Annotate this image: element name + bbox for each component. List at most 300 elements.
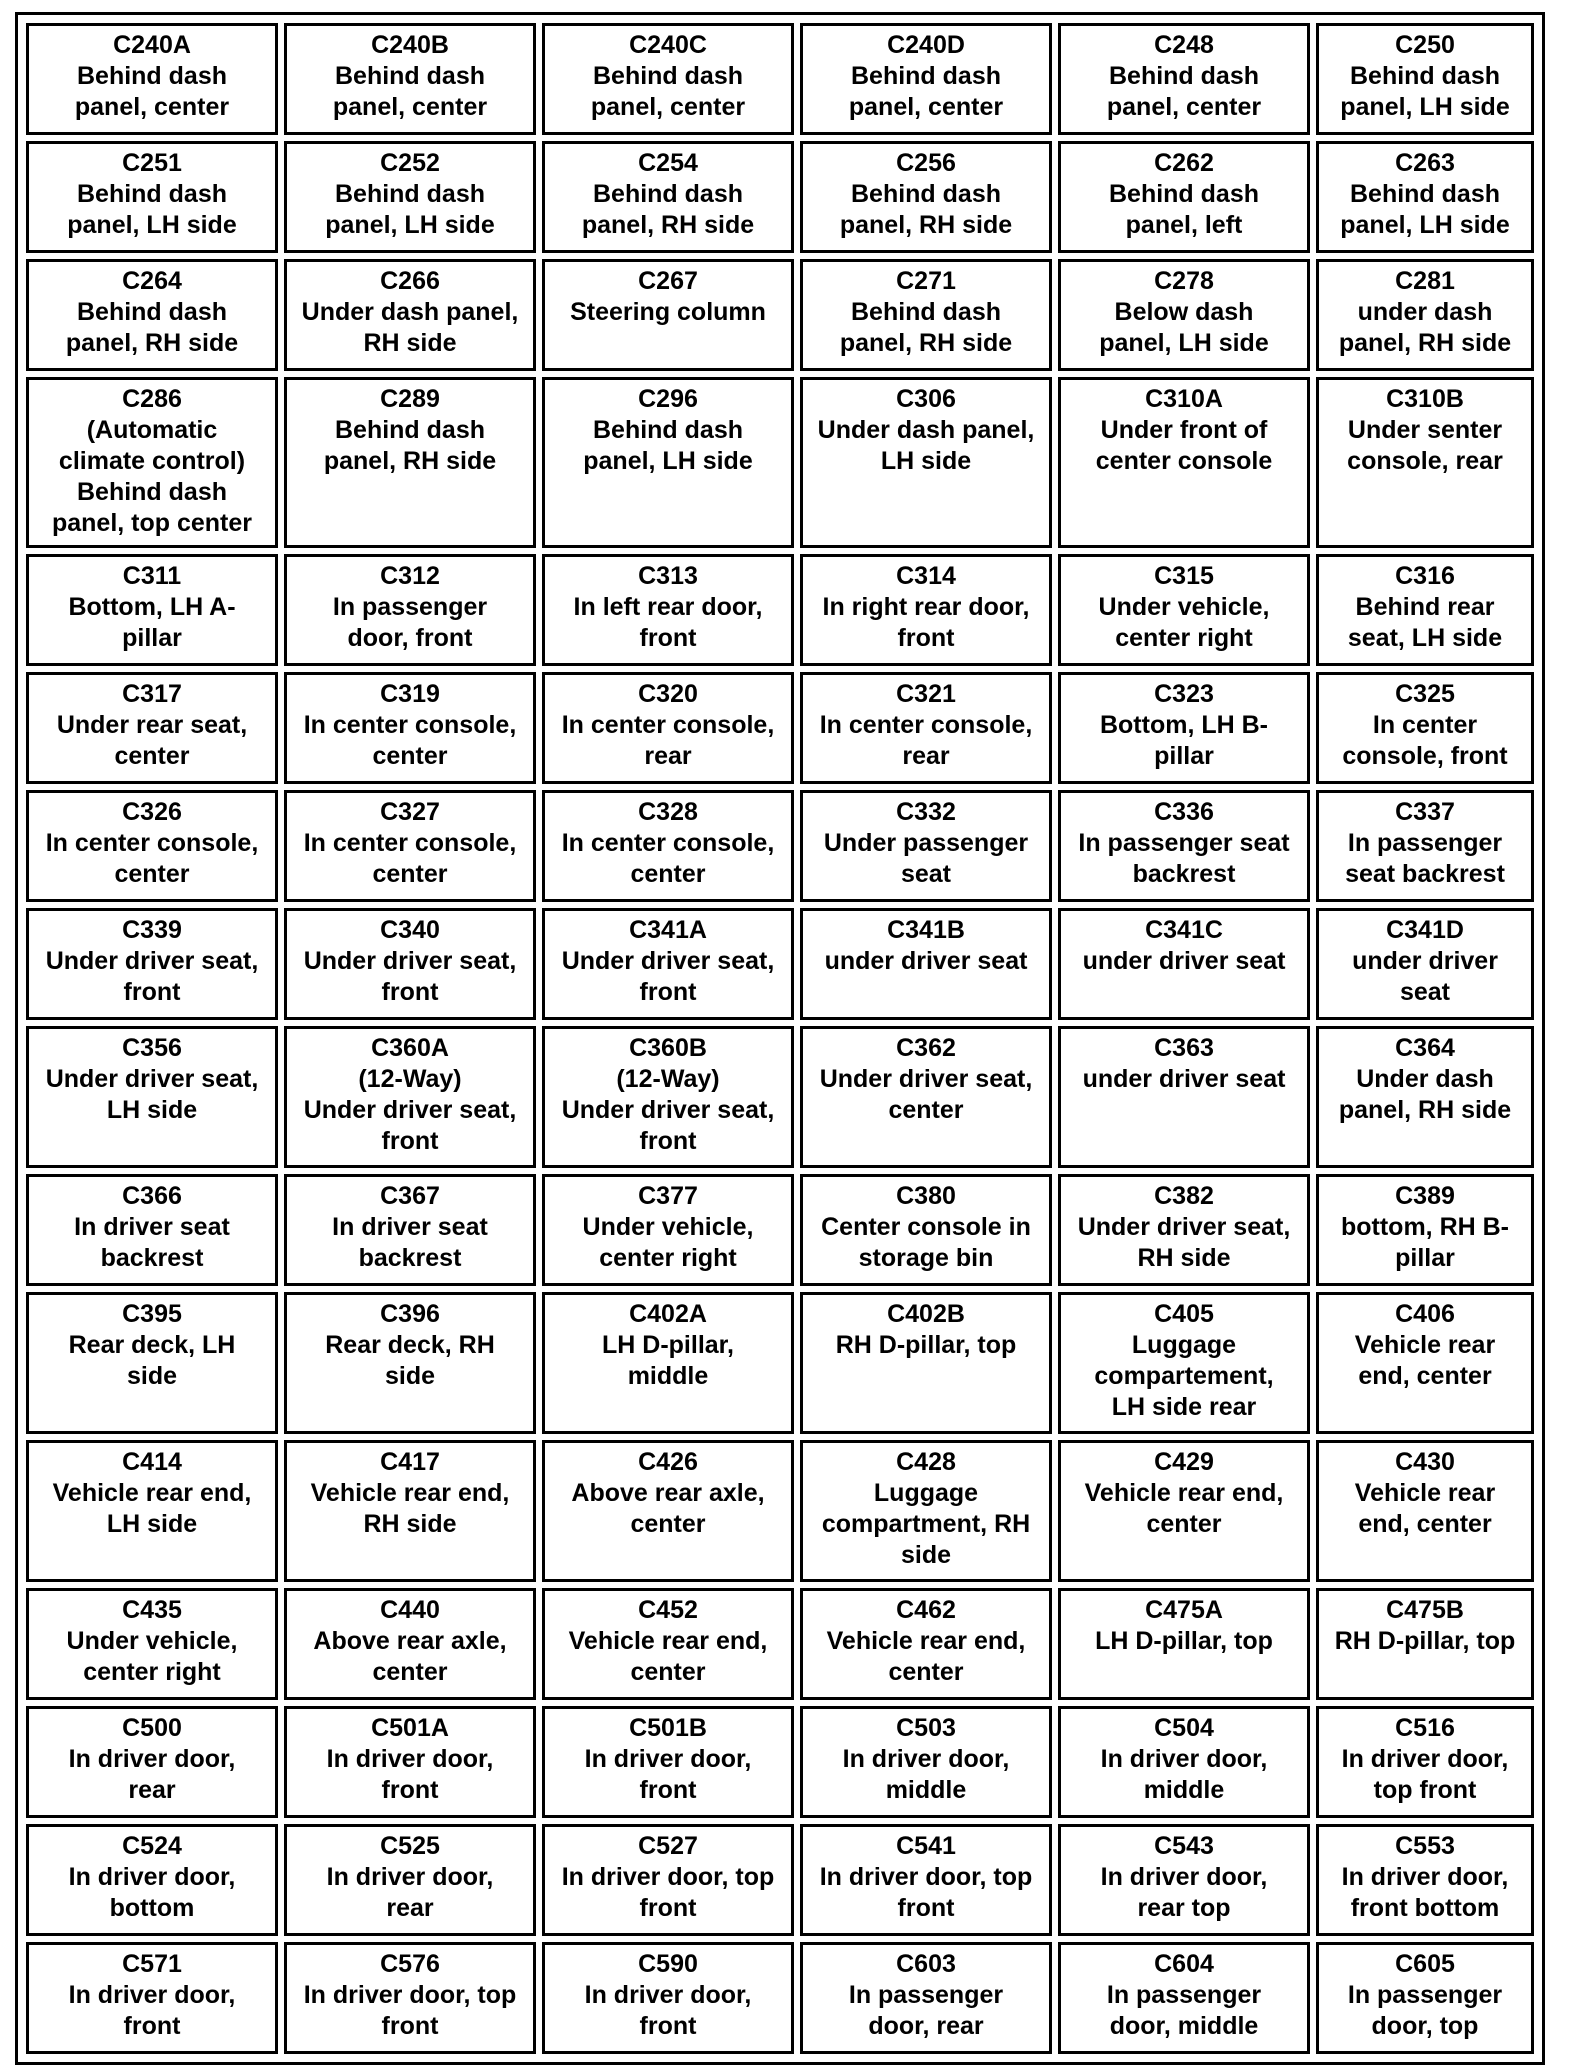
connector-cell [284, 1026, 536, 1168]
connector-cell [1316, 23, 1534, 135]
connector-cell [800, 1824, 1052, 1936]
connector-cell [26, 554, 278, 666]
connector-id: C503 [896, 1714, 956, 1742]
connector-location-line: Behind dash [1108, 180, 1259, 208]
connector-location-line: center right [1115, 624, 1253, 652]
connector-id: C543 [1154, 1832, 1214, 1860]
connector-location-line: pillar [122, 624, 182, 652]
connector-location-line: panel, center [1106, 93, 1262, 121]
connector-location-line: panel, RH side [1338, 329, 1512, 357]
connector-location-line: panel, RH side [839, 211, 1013, 239]
connector-id: C590 [638, 1950, 698, 1978]
connector-location-line: panel, center [332, 93, 488, 121]
connector-id: C312 [380, 562, 440, 590]
connector-cell [26, 1026, 278, 1168]
connector-location-line: center [372, 1658, 448, 1686]
connector-location-line: Under dash [1356, 1065, 1494, 1093]
connector-id: C278 [1154, 267, 1214, 295]
connector-cell [26, 1942, 278, 2054]
connector-id: C553 [1395, 1832, 1455, 1860]
connector-id: C311 [122, 562, 182, 590]
connector-cell [800, 672, 1052, 784]
connector-cell [26, 259, 278, 371]
connector-location-line: console, rear [1347, 447, 1503, 475]
connector-cell [1058, 1440, 1310, 1582]
connector-cell [284, 1942, 536, 2054]
table-row [26, 1706, 1534, 1818]
connector-location-line: In passenger [848, 1981, 1004, 2009]
connector-location-line: In right rear door, [822, 593, 1030, 621]
connector-cell [1058, 1292, 1310, 1434]
connector-location-line: Behind dash [592, 62, 743, 90]
connector-id: C362 [896, 1034, 956, 1062]
connector-id: C516 [1395, 1714, 1455, 1742]
connector-cell [542, 1824, 794, 1936]
connector-location-line: seat [900, 860, 952, 888]
table-row [26, 672, 1534, 784]
connector-id: C604 [1154, 1950, 1214, 1978]
connector-location-line: under dash [1357, 298, 1493, 326]
connector-location-line: In passenger [1347, 1981, 1503, 2009]
connector-location-line: LH side [106, 1510, 198, 1538]
connector-cell [1058, 141, 1310, 253]
connector-cell [26, 672, 278, 784]
connector-location-line: panel, LH side [325, 211, 495, 239]
connector-id: C382 [1154, 1182, 1214, 1210]
connector-id: C603 [896, 1950, 956, 1978]
connector-id: C406 [1395, 1300, 1455, 1328]
connector-id: C262 [1154, 149, 1214, 177]
connector-cell [542, 790, 794, 902]
connector-location-line: center [114, 860, 190, 888]
connector-location-line: Bottom, LH A- [68, 593, 236, 621]
connector-location-line: Under driver seat, [45, 947, 259, 975]
connector-location-line: panel, RH side [323, 447, 497, 475]
connector-id: C414 [122, 1448, 182, 1476]
connector-location-line: pillar [1154, 742, 1214, 770]
connector-cell [542, 1706, 794, 1818]
connector-cell [1058, 1824, 1310, 1936]
connector-location-line: backrest [100, 1244, 204, 1272]
connector-location-line: panel, center [74, 93, 230, 121]
connector-location-line: front [381, 978, 439, 1006]
connector-location-line: Under vehicle, [582, 1213, 754, 1241]
connector-location-line: backrest [1132, 860, 1236, 888]
connector-location-line: In driver door, [842, 1745, 1010, 1773]
table-row [26, 259, 1534, 371]
connector-cell [542, 1174, 794, 1286]
connector-cell [1058, 908, 1310, 1020]
connector-location-line: In driver door, [1100, 1863, 1268, 1891]
connector-cell [542, 1588, 794, 1700]
connector-location-line: bottom [109, 1894, 195, 1922]
connector-location-line: storage bin [858, 1244, 994, 1272]
connector-location-line: In driver door, [326, 1745, 494, 1773]
connector-location-line: Vehicle rear [1354, 1479, 1496, 1507]
connector-location-line: climate control) [58, 447, 246, 475]
connector-location-line: under driver seat [1082, 947, 1286, 975]
connector-location-line: Behind dash [76, 478, 227, 506]
connector-id: C264 [122, 267, 182, 295]
connector-id: C256 [896, 149, 956, 177]
connector-cell [1316, 554, 1534, 666]
connector-id: C325 [1395, 680, 1455, 708]
connector-location-line: In driver seat [74, 1213, 230, 1241]
table-row [26, 377, 1534, 548]
connector-id: C377 [638, 1182, 698, 1210]
connector-cell [800, 1292, 1052, 1434]
connector-location-line: RH side [1137, 1244, 1231, 1272]
connector-id: C428 [896, 1448, 956, 1476]
connector-location-line: Behind dash [76, 298, 227, 326]
connector-cell [1058, 1174, 1310, 1286]
connector-id: C363 [1154, 1034, 1214, 1062]
connector-location-line: Under senter [1347, 416, 1503, 444]
connector-id: C475B [1386, 1596, 1464, 1624]
connector-location-line: Steering column [570, 298, 766, 326]
connector-location-line: Center console in [821, 1213, 1031, 1241]
connector-location-line: rear [902, 742, 950, 770]
connector-location-line: center [372, 860, 448, 888]
connector-location-line: Under passenger [823, 829, 1029, 857]
connector-location-line: panel, left [1125, 211, 1243, 239]
connector-id: C281 [1395, 267, 1455, 295]
connector-location-line: Behind dash [1108, 62, 1259, 90]
connector-location-line: Above rear axle, [313, 1627, 507, 1655]
connector-cell [800, 790, 1052, 902]
table-row [26, 1942, 1534, 2054]
connector-cell [26, 790, 278, 902]
connector-cell [800, 23, 1052, 135]
connector-location-line: center right [599, 1244, 737, 1272]
connector-cell [800, 141, 1052, 253]
connector-location-line: Behind dash [592, 416, 743, 444]
connector-cell [26, 1174, 278, 1286]
connector-location-line: Behind dash [1349, 62, 1500, 90]
connector-location-line: (12-Way) [616, 1065, 720, 1093]
table-row [26, 1440, 1534, 1582]
connector-id: C289 [380, 385, 440, 413]
connector-location-line: front [381, 1127, 439, 1155]
connector-id: C341A [629, 916, 707, 944]
connector-id: C576 [380, 1950, 440, 1978]
connector-location-line: Under driver seat, [819, 1065, 1033, 1093]
connector-cell [1316, 1174, 1534, 1286]
connector-location-line: center [630, 1658, 706, 1686]
connector-location-line: Behind dash [76, 62, 227, 90]
connector-location-line: front [123, 978, 181, 1006]
table-row [26, 790, 1534, 902]
connector-location-line: Under vehicle, [66, 1627, 238, 1655]
connector-location-line: panel, LH side [1099, 329, 1269, 357]
table-row [26, 141, 1534, 253]
connector-cell [1058, 790, 1310, 902]
connector-location-line: In left rear door, [573, 593, 763, 621]
connector-cell [284, 1588, 536, 1700]
connector-location-line: In center console, [303, 829, 517, 857]
connector-id: C356 [122, 1034, 182, 1062]
connector-location-line: Behind dash [850, 62, 1001, 90]
table-row [26, 908, 1534, 1020]
connector-location-line: panel, center [590, 93, 746, 121]
connector-cell [26, 1706, 278, 1818]
connector-location-line: panel, RH side [1338, 1096, 1512, 1124]
connector-id: C286 [122, 385, 182, 413]
connector-cell [1316, 141, 1534, 253]
connector-cell [26, 1824, 278, 1936]
connector-location-line: front [381, 1776, 439, 1804]
connector-location-line: LH D-pillar, [602, 1331, 734, 1359]
connector-cell [284, 1292, 536, 1434]
connector-id: C501A [371, 1714, 449, 1742]
connector-location-line: In center console, [819, 711, 1033, 739]
connector-location-line: middle [1143, 1776, 1225, 1804]
connector-cell [284, 259, 536, 371]
connector-location-line: pillar [1395, 1244, 1455, 1272]
connector-location-line: rear [386, 1894, 434, 1922]
connector-cell [284, 554, 536, 666]
connector-cell [26, 1440, 278, 1582]
connector-location-line: Under vehicle, [1098, 593, 1270, 621]
connector-location-line: center right [83, 1658, 221, 1686]
connector-location-line: bottom, RH B- [1340, 1213, 1510, 1241]
connector-cell [26, 1588, 278, 1700]
connector-location-line: Behind dash [76, 180, 227, 208]
connector-id: C380 [896, 1182, 956, 1210]
connector-location-line: In driver seat [332, 1213, 488, 1241]
connector-location-line: In driver door, [326, 1863, 494, 1891]
connector-location-line: center [630, 1510, 706, 1538]
connector-cell [284, 1440, 536, 1582]
connector-location-line: seat backrest [1345, 860, 1505, 888]
connector-location-line: center [888, 1096, 964, 1124]
connector-cell [542, 1026, 794, 1168]
connector-cell [542, 1440, 794, 1582]
connector-location-line: Rear deck, LH [68, 1331, 236, 1359]
connector-location-line: Under dash panel, [301, 298, 519, 326]
connector-id: C310A [1145, 385, 1223, 413]
connector-location-line: LH side [106, 1096, 198, 1124]
connector-location-line: front [639, 1776, 697, 1804]
connector-cell [800, 1706, 1052, 1818]
connector-id: C319 [380, 680, 440, 708]
connector-location-line: In center [1372, 711, 1478, 739]
connector-location-line: front [897, 624, 955, 652]
connector-location-table [15, 12, 1545, 2065]
connector-id: C341B [887, 916, 965, 944]
connector-location-line: end, center [1358, 1362, 1492, 1390]
connector-location-line: center console [1095, 447, 1273, 475]
connector-location-line: rear [128, 1776, 176, 1804]
connector-location-line: center [1146, 1510, 1222, 1538]
connector-location-line: under driver seat [1082, 1065, 1286, 1093]
connector-id: C525 [380, 1832, 440, 1860]
connector-id: C426 [638, 1448, 698, 1476]
connector-id: C254 [638, 149, 698, 177]
connector-location-line: Under driver seat, [303, 947, 517, 975]
connector-id: C402B [887, 1300, 965, 1328]
connector-cell [284, 1706, 536, 1818]
connector-location-line: center [630, 860, 706, 888]
connector-id: C316 [1395, 562, 1455, 590]
connector-location-line: In driver door, [1100, 1745, 1268, 1773]
connector-location-line: front [639, 1127, 697, 1155]
connector-location-line: Under dash panel, [817, 416, 1035, 444]
connector-cell [1316, 672, 1534, 784]
connector-location-line: In center console, [303, 711, 517, 739]
connector-location-line: side [126, 1362, 178, 1390]
connector-cell [800, 1174, 1052, 1286]
connector-cell [800, 1588, 1052, 1700]
connector-id: C366 [122, 1182, 182, 1210]
connector-cell [26, 377, 278, 548]
connector-location-line: Behind dash [334, 180, 485, 208]
connector-location-line: panel, LH side [1340, 211, 1510, 239]
connector-location-line: Under driver seat, [303, 1096, 517, 1124]
connector-cell [284, 908, 536, 1020]
connector-id: C337 [1395, 798, 1455, 826]
connector-location-line: In passenger [1347, 829, 1503, 857]
connector-cell [26, 23, 278, 135]
connector-location-line: end, center [1358, 1510, 1492, 1538]
connector-id: C504 [1154, 1714, 1214, 1742]
connector-location-line: In center console, [45, 829, 259, 857]
connector-id: C320 [638, 680, 698, 708]
connector-id: C367 [380, 1182, 440, 1210]
table-row [26, 23, 1534, 135]
connector-location-line: (12-Way) [358, 1065, 462, 1093]
connector-cell [1316, 1706, 1534, 1818]
connector-cell [800, 1942, 1052, 2054]
connector-location-line: In driver door, [1341, 1745, 1509, 1773]
connector-location-line: under driver seat [824, 947, 1028, 975]
connector-location-line: top front [1373, 1776, 1477, 1804]
connector-id: C252 [380, 149, 440, 177]
connector-id: C248 [1154, 31, 1214, 59]
connector-location-line: front [639, 624, 697, 652]
connector-id: C251 [122, 149, 182, 177]
connector-location-line: compartment, RH [821, 1510, 1031, 1538]
connector-location-line: In driver door, top [561, 1863, 775, 1891]
connector-location-line: Rear deck, RH [325, 1331, 495, 1359]
connector-id: C341C [1145, 916, 1223, 944]
connector-location-line: Vehicle rear end, [568, 1627, 768, 1655]
connector-cell [542, 23, 794, 135]
connector-grid-body [26, 23, 1534, 2054]
connector-id: C417 [380, 1448, 440, 1476]
table-row [26, 554, 1534, 666]
connector-cell [26, 1292, 278, 1434]
table-row [26, 1026, 1534, 1168]
connector-cell [800, 259, 1052, 371]
connector-location-line: front [123, 2012, 181, 2040]
connector-cell [1316, 1824, 1534, 1936]
connector-location-line: door, front [347, 624, 473, 652]
connector-cell [1316, 1942, 1534, 2054]
connector-location-line: In driver door, [68, 1981, 236, 2009]
connector-location-line: Behind dash [334, 416, 485, 444]
connector-location-line: (Automatic [86, 416, 218, 444]
connector-location-line: front bottom [1350, 1894, 1500, 1922]
connector-id: C315 [1154, 562, 1214, 590]
connector-id: C327 [380, 798, 440, 826]
connector-location-line: rear [644, 742, 692, 770]
connector-cell [1058, 1026, 1310, 1168]
connector-cell [1316, 1026, 1534, 1168]
connector-location-line: compartement, [1094, 1362, 1274, 1390]
connector-location-line: Vehicle rear end, [52, 1479, 252, 1507]
connector-location-line: In driver door, [584, 1745, 752, 1773]
connector-location-line: Under driver seat, [1077, 1213, 1291, 1241]
connector-id: C317 [122, 680, 182, 708]
connector-id: C405 [1154, 1300, 1214, 1328]
connector-cell [1058, 1588, 1310, 1700]
connector-id: C240C [629, 31, 707, 59]
connector-id: C429 [1154, 1448, 1214, 1476]
connector-location-line: panel, center [848, 93, 1004, 121]
connector-location-line: In driver door, [1341, 1863, 1509, 1891]
connector-location-line: front [639, 978, 697, 1006]
connector-location-line: In driver door, top [819, 1863, 1033, 1891]
connector-location-line: In passenger [1106, 1981, 1262, 2009]
connector-id: C321 [896, 680, 956, 708]
connector-id: C271 [896, 267, 956, 295]
connector-location-line: RH side [363, 329, 457, 357]
connector-location-line: In driver door, [68, 1863, 236, 1891]
connector-location-line: Vehicle rear [1354, 1331, 1496, 1359]
connector-cell [284, 1824, 536, 1936]
connector-id: C524 [122, 1832, 182, 1860]
connector-id: C527 [638, 1832, 698, 1860]
connector-id: C340 [380, 916, 440, 944]
connector-cell [284, 377, 536, 548]
connector-location-line: panel, RH side [839, 329, 1013, 357]
connector-location-line: Below dash [1114, 298, 1254, 326]
connector-location-line: LH side [880, 447, 972, 475]
connector-location-line: backrest [358, 1244, 462, 1272]
connector-cell [1316, 790, 1534, 902]
connector-cell [1058, 259, 1310, 371]
connector-location-line: front [639, 1894, 697, 1922]
connector-location-line: LH side rear [1111, 1393, 1257, 1421]
connector-location-line: panel, LH side [67, 211, 237, 239]
connector-cell [542, 908, 794, 1020]
connector-location-line: In driver door, [68, 1745, 236, 1773]
connector-location-line: RH D-pillar, top [1334, 1627, 1516, 1655]
connector-location-line: Under driver seat, [561, 1096, 775, 1124]
connector-location-line: Above rear axle, [571, 1479, 765, 1507]
connector-cell [542, 259, 794, 371]
connector-location-line: front [639, 2012, 697, 2040]
connector-id: C402A [629, 1300, 707, 1328]
connector-cell [800, 1026, 1052, 1168]
connector-id: C314 [896, 562, 956, 590]
connector-location-line: door, rear [868, 2012, 984, 2040]
connector-id: C435 [122, 1596, 182, 1624]
connector-location-line: Behind dash [1349, 180, 1500, 208]
connector-location-line: In driver door, top [303, 1981, 517, 2009]
connector-cell [542, 554, 794, 666]
connector-location-line: Bottom, LH B- [1099, 711, 1269, 739]
connector-cell [542, 672, 794, 784]
connector-location-line: center [372, 742, 448, 770]
connector-location-line: panel, LH side [1340, 93, 1510, 121]
connector-cell [800, 377, 1052, 548]
connector-id: C452 [638, 1596, 698, 1624]
connector-grid [20, 17, 1540, 2060]
connector-cell [284, 1174, 536, 1286]
connector-cell [542, 1292, 794, 1434]
